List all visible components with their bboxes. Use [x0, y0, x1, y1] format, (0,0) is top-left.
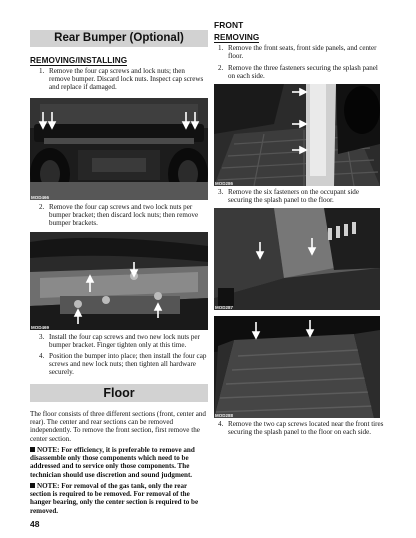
right-step-2: 2. Remove the three fasteners securing the splash panel on each side. — [218, 64, 378, 81]
note-bullet-icon — [30, 447, 35, 452]
right-step-1: 1. Remove the front seats, front side panels, and center floor. — [218, 44, 377, 61]
left-step-3: 3. Install the four cap screws and two new lock nuts per bumper bracket. Finger tighten only at this time. — [39, 333, 200, 350]
photo-bumper-bracket — [30, 232, 208, 330]
section-title-rear-bumper: Rear Bumper (Optional) — [30, 30, 208, 47]
right-step-4: 4. Remove the two cap screws located near the front tires securing the splash panel to the floor on each side. — [218, 420, 384, 437]
left-step-4: 4. Position the bumper into place; then install the four cap screws and new lock nuts; then tighten all hardware securely. — [39, 352, 207, 377]
figure-code: MOD469 — [31, 325, 50, 330]
figure-code: MOD286 — [215, 181, 234, 186]
photo-splash-panel-fasteners — [214, 84, 380, 186]
floor-intro: The floor consists of three different sections (front, center and rear). The center and rear sections can be removed independently. To remove the front section, first remove the center section. — [30, 410, 206, 443]
page-number: 48 — [30, 519, 40, 529]
note-efficiency: NOTE: For efficiency, it is preferable to remove and disassemble only those components which need to be addressed and to service only those components. The technician should use discretion and sound judgment. — [30, 446, 195, 479]
subhead-removing-installing: REMOVING/INSTALLING — [30, 56, 128, 65]
note-bullet-icon — [30, 483, 35, 488]
figure-code: MOD288 — [215, 413, 234, 418]
subhead-removing: REMOVING — [214, 33, 260, 42]
note-gas-tank: NOTE: For removal of the gas tank, only the rear section is required to be removed. For removal of the hanger bearing, only the center section is required to be removed. — [30, 482, 199, 515]
right-step-3: 3. Remove the six fasteners on the occupant side securing the splash panel to the floor. — [218, 188, 359, 205]
left-step-2: 2. Remove the four cap screws and two lock nuts per bumper bracket; then discard lock nuts; then remove bumper brackets. — [39, 203, 199, 228]
figure-code: MOD287 — [215, 305, 234, 310]
photo-front-floor-cap-screws — [214, 316, 380, 418]
photo-occupant-side-fasteners — [214, 208, 380, 310]
figure-code: MOD466 — [31, 195, 50, 200]
left-step-1: 1. Remove the four cap screws and lock nuts; then remove bumper. Discard lock nuts. Inspect cap screws and replace if damaged. — [39, 67, 204, 92]
subhead-front: FRONT — [214, 20, 244, 30]
photo-rear-bumper — [30, 98, 208, 200]
section-title-floor: Floor — [30, 384, 208, 402]
